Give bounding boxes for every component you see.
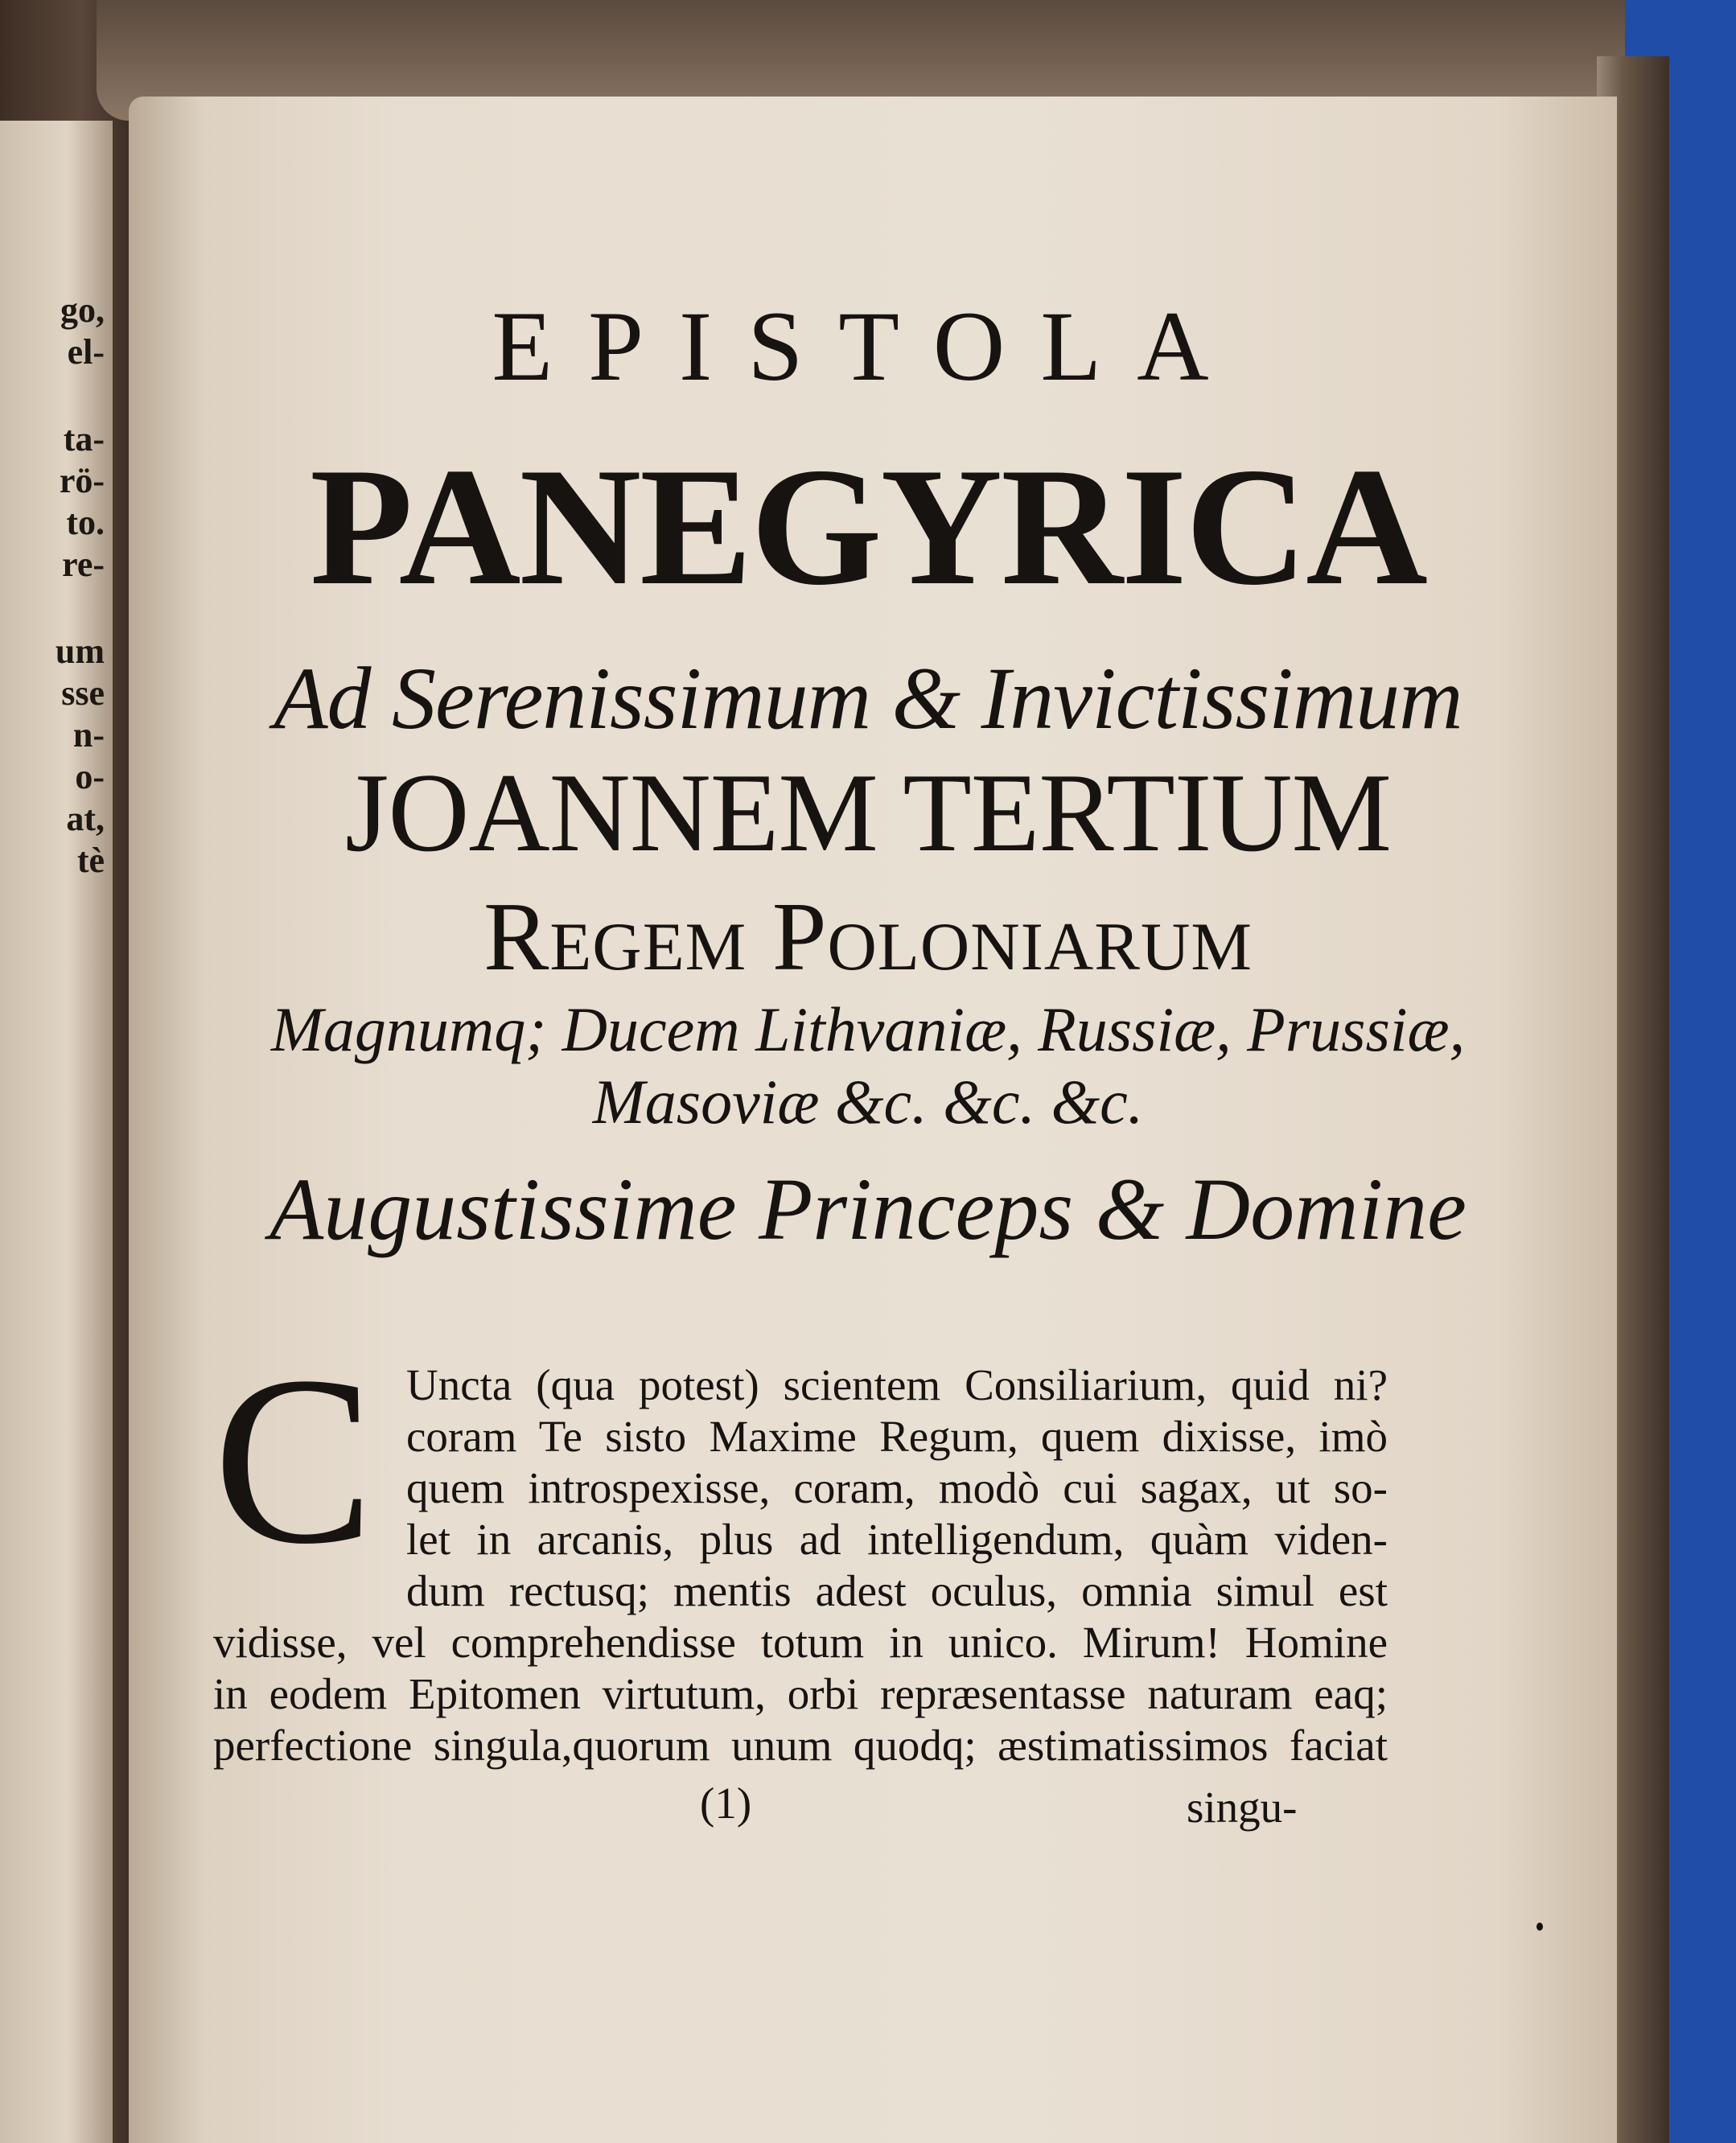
- verso-fragment: tè: [76, 841, 105, 880]
- page-number: (1): [700, 1779, 752, 1828]
- body-line: let in arcanis, plus ad intelligendum, quàm viden-: [406, 1515, 1388, 1564]
- verso-fragment: re-: [62, 545, 105, 584]
- heading-name: JOANNEM TERTIUM: [344, 751, 1392, 875]
- body-line: perfectione singula,quorum unum quodq; æstimatissimos faciat: [213, 1721, 1388, 1770]
- body-text: [213, 1359, 1388, 1771]
- heading-panegyrica: PANEGYRICA: [310, 434, 1426, 620]
- verso-fragment: at,: [66, 799, 105, 838]
- ink-speck: [1536, 1923, 1543, 1931]
- body-line: Uncta (qua potest) scientem Consiliarium, quid ni?: [406, 1360, 1388, 1409]
- heading-salutation: Augustissime Princeps & Domine: [269, 1160, 1467, 1258]
- heading-dominions-cont: Masoviæ &c. &c. &c.: [592, 1067, 1144, 1137]
- verso-fragment: go,: [60, 290, 105, 330]
- body-line: quem introspexisse, coram, modò cui sagax, ut so-: [406, 1463, 1388, 1512]
- verso-fragment: n-: [72, 715, 105, 755]
- verso-fragment: ta-: [63, 419, 105, 459]
- drop-cap: C: [213, 1327, 375, 1594]
- body-line: coram Te sisto Maxime Regum, quem dixisse, imò: [406, 1412, 1388, 1461]
- body-line: vidisse, vel comprehendisse totum in unico. Mirum! Homine: [213, 1618, 1388, 1667]
- heading-address: Ad Serenissimum & Invictissimum: [274, 649, 1462, 747]
- body-line: in eodem Epitomen virtutum, orbi repræsentasse naturam eaq;: [213, 1669, 1388, 1718]
- verso-fragment: to.: [66, 503, 105, 542]
- verso-fragment: um: [55, 631, 105, 671]
- heading-title: Regem Poloniarum: [483, 882, 1253, 991]
- catchword: singu-: [1187, 1783, 1298, 1832]
- body-line: dum rectusq; mentis adest oculus, omnia simul est: [406, 1566, 1388, 1615]
- heading-dominions: Magnumq; Ducem Lithvaniæ, Russiæ, Prussiæ,: [270, 994, 1466, 1064]
- heading-epistola: EPISTOLA: [492, 291, 1244, 401]
- verso-fragment: el-: [67, 332, 105, 372]
- verso-fragment: sse: [61, 673, 105, 713]
- verso-fragment: rö-: [59, 461, 105, 500]
- verso-fragment: o-: [75, 757, 105, 796]
